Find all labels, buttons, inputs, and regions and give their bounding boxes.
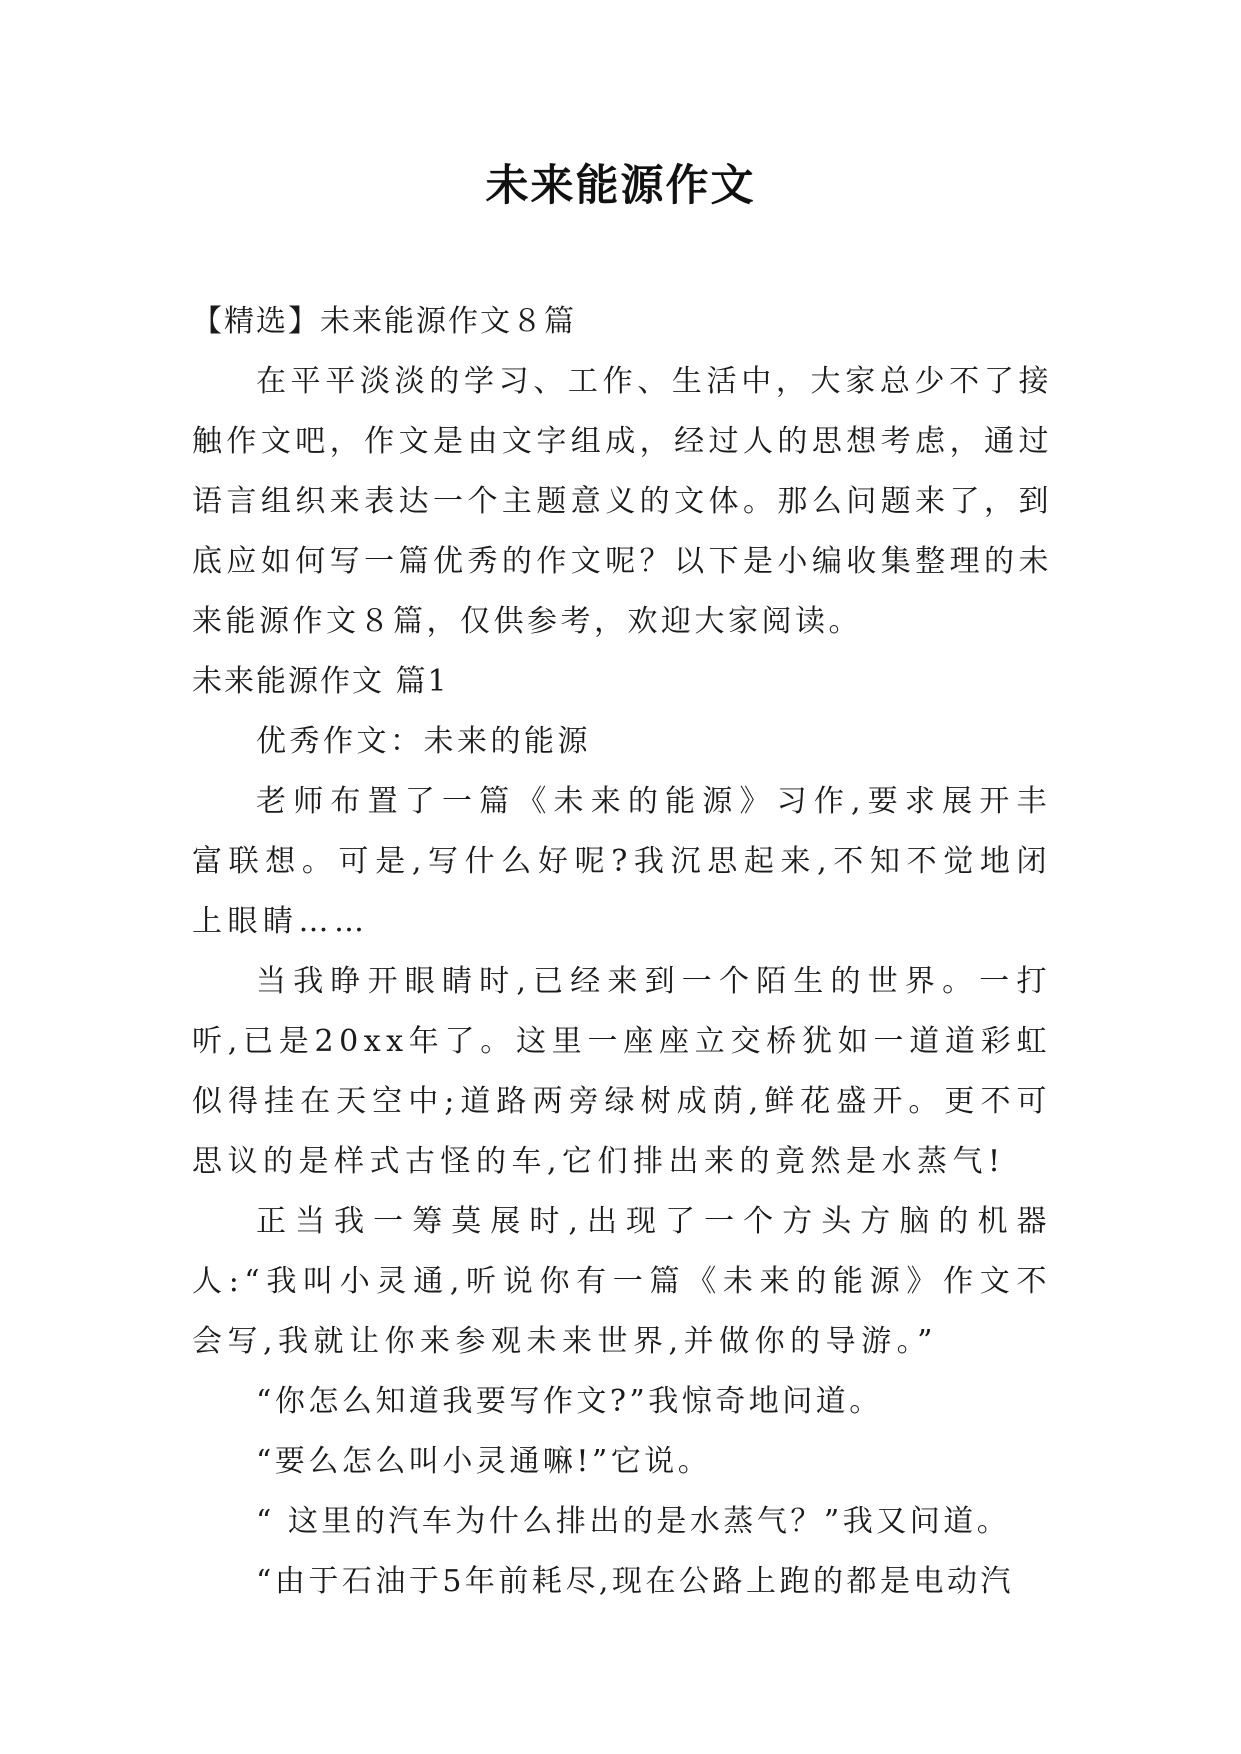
body-paragraph: 老师布置了一篇《未来的能源》习作,要求展开丰富联想。可是,写什么好呢?我沉思起来,不知不觉地闭上眼睛…… (192, 784, 1052, 939)
body-paragraph: 正当我一筹莫展时,出现了一个方头方脑的机器人:“我叫小灵通,听说你有一篇《未来的能源》作文不会写,我就让你来参观未来世界,并做你的导游。” (192, 1204, 1052, 1359)
dialogue-paragraph: “由于石油于5年前耗尽,现在公路上跑的都是电动汽 (256, 1564, 1014, 1599)
intro-paragraph: 在平平淡淡的学习、工作、生活中，大家总少不了接触作文吧，作文是由文字组成，经过人的思想考虑，通过语言组织来表达一个主题意义的文体。那么问题来了，到底应如何写一篇优秀的作文呢？以下是小编收集整理的未来能源作文８篇，仅供参考，欢迎大家阅读。 (192, 364, 1052, 639)
section-heading: 未来能源作文 篇1 (192, 664, 449, 699)
document-body (192, 292, 1052, 1612)
dialogue-paragraph: “你怎么知道我要写作文?”我惊奇地问道。 (256, 1384, 883, 1419)
dialogue-paragraph: “ 这里的汽车为什么排出的是水蒸气？”我又问道。 (256, 1504, 1011, 1539)
dialogue-paragraph: “要么怎么叫小灵通嘛!”它说。 (256, 1444, 712, 1479)
document-title: 未来能源作文 (485, 161, 756, 211)
body-paragraph: 当我睁开眼睛时,已经来到一个陌生的世界。一打听,已是20xx年了。这里一座座立交桥犹如一道道彩虹似得挂在天空中;道路两旁绿树成荫,鲜花盛开。更不可思议的是样式古怪的车,它们排出来的竟然是水蒸气! (192, 964, 1052, 1179)
subtitle-line: 【精选】未来能源作文８篇 (192, 304, 576, 339)
essay-title: 优秀作文：未来的能源 (256, 724, 591, 759)
